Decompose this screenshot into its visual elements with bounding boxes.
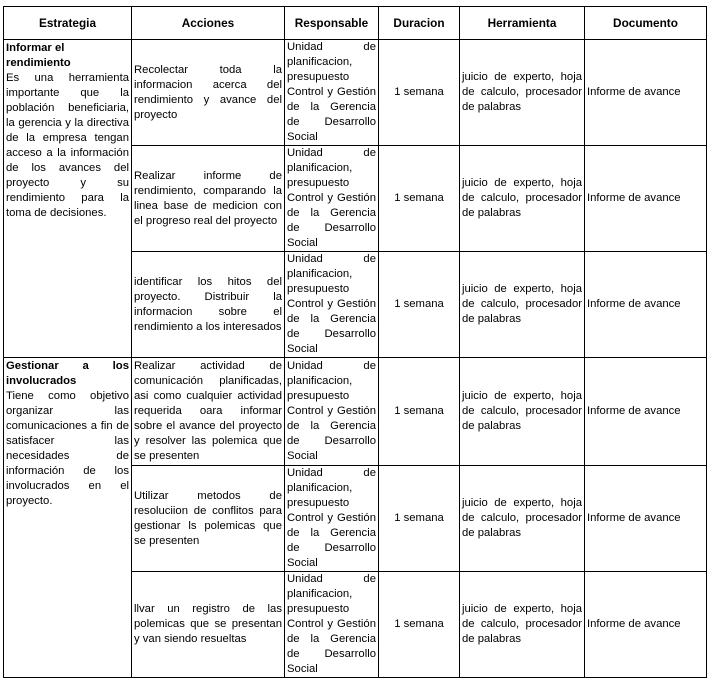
tool-cell: juicio de experto, hoja de calculo, procesador de palabras bbox=[460, 572, 585, 678]
document-cell: Informe de avance bbox=[585, 358, 707, 466]
responsible-cell: Unidad de planificacion, presupuesto Control y Gestión de la Gerencia de Desarrollo Social bbox=[285, 466, 379, 572]
strategy-description: Es una herramienta importante que la población beneficiaria, la gerencia y la directiva de la empresa tengan acceso a la información de los avances del proyecto y su rendimiento para la toma de decisiones. bbox=[6, 72, 129, 219]
duration-cell: 1 semana bbox=[379, 358, 460, 466]
header-responsable: Responsable bbox=[285, 7, 379, 40]
action-cell: Utilizar metodos de resoluciion de conflitos para gestionar ls polemicas que se presenten bbox=[132, 466, 285, 572]
strategy-title: Informar el rendimiento bbox=[6, 42, 71, 69]
duration-cell: 1 semana bbox=[379, 146, 460, 252]
strategy-cell bbox=[4, 358, 132, 678]
duration-cell: 1 semana bbox=[379, 252, 460, 358]
responsible-cell: Unidad de planificacion, presupuesto Control y Gestión de la Gerencia de Desarrollo Social bbox=[285, 358, 379, 466]
tool-cell: juicio de experto, hoja de calculo, procesador de palabras bbox=[460, 146, 585, 252]
duration-cell: 1 semana bbox=[379, 572, 460, 678]
communication-plan-table bbox=[3, 6, 707, 678]
duration-cell: 1 semana bbox=[379, 40, 460, 146]
responsible-cell: Unidad de planificacion, presupuesto Control y Gestión de la Gerencia de Desarrollo Social bbox=[285, 146, 379, 252]
communication-plan-table-wrapper bbox=[3, 6, 707, 678]
header-duracion: Duracion bbox=[379, 7, 460, 40]
responsible-cell: Unidad de planificacion, presupuesto Control y Gestión de la Gerencia de Desarrollo Social bbox=[285, 572, 379, 678]
tool-cell: juicio de experto, hoja de calculo, procesador de palabras bbox=[460, 358, 585, 466]
strategy-description: Tiene como objetivo organizar las comunicaciones a fin de satisfacer las necesidades de información de los involucrados en el proyecto. bbox=[6, 390, 129, 507]
document-cell: Informe de avance bbox=[585, 40, 707, 146]
action-cell: Realizar informe de rendimiento, comparando la linea base de medicion con el progreso real del proyecto bbox=[132, 146, 285, 252]
document-cell: Informe de avance bbox=[585, 572, 707, 678]
tool-cell: juicio de experto, hoja de calculo, procesador de palabras bbox=[460, 252, 585, 358]
document-cell: Informe de avance bbox=[585, 146, 707, 252]
header-row bbox=[4, 7, 707, 40]
table-row bbox=[4, 40, 707, 146]
header-herramienta: Herramienta bbox=[460, 7, 585, 40]
document-cell: Informe de avance bbox=[585, 252, 707, 358]
header-documento: Documento bbox=[585, 7, 707, 40]
header-acciones: Acciones bbox=[132, 7, 285, 40]
action-cell: Realizar actividad de comunicación planificadas, asi como cualquier actividad requerida oara informar sobre el avance del proyecto y resolver las polemica que se presenten bbox=[132, 358, 285, 466]
table-row bbox=[4, 358, 707, 466]
responsible-cell: Unidad de planificacion, presupuesto Control y Gestión de la Gerencia de Desarrollo Social bbox=[285, 252, 379, 358]
action-cell: llvar un registro de las polemicas que se presentan y van siendo resueltas bbox=[132, 572, 285, 678]
action-cell: Recolectar toda la informacion acerca del rendimiento y avance del proyecto bbox=[132, 40, 285, 146]
strategy-title: Gestionar a los involucrados bbox=[6, 360, 129, 387]
strategy-cell bbox=[4, 40, 132, 358]
action-cell: identificar los hitos del proyecto. Distribuir la informacion sobre el rendimiento a los interesados bbox=[132, 252, 285, 358]
tool-cell: juicio de experto, hoja de calculo, procesador de palabras bbox=[460, 466, 585, 572]
responsible-cell: Unidad de planificacion, presupuesto Control y Gestión de la Gerencia de Desarrollo Social bbox=[285, 40, 379, 146]
duration-cell: 1 semana bbox=[379, 466, 460, 572]
tool-cell: juicio de experto, hoja de calculo, procesador de palabras bbox=[460, 40, 585, 146]
header-estrategia: Estrategia bbox=[4, 7, 132, 40]
document-cell: Informe de avance bbox=[585, 466, 707, 572]
